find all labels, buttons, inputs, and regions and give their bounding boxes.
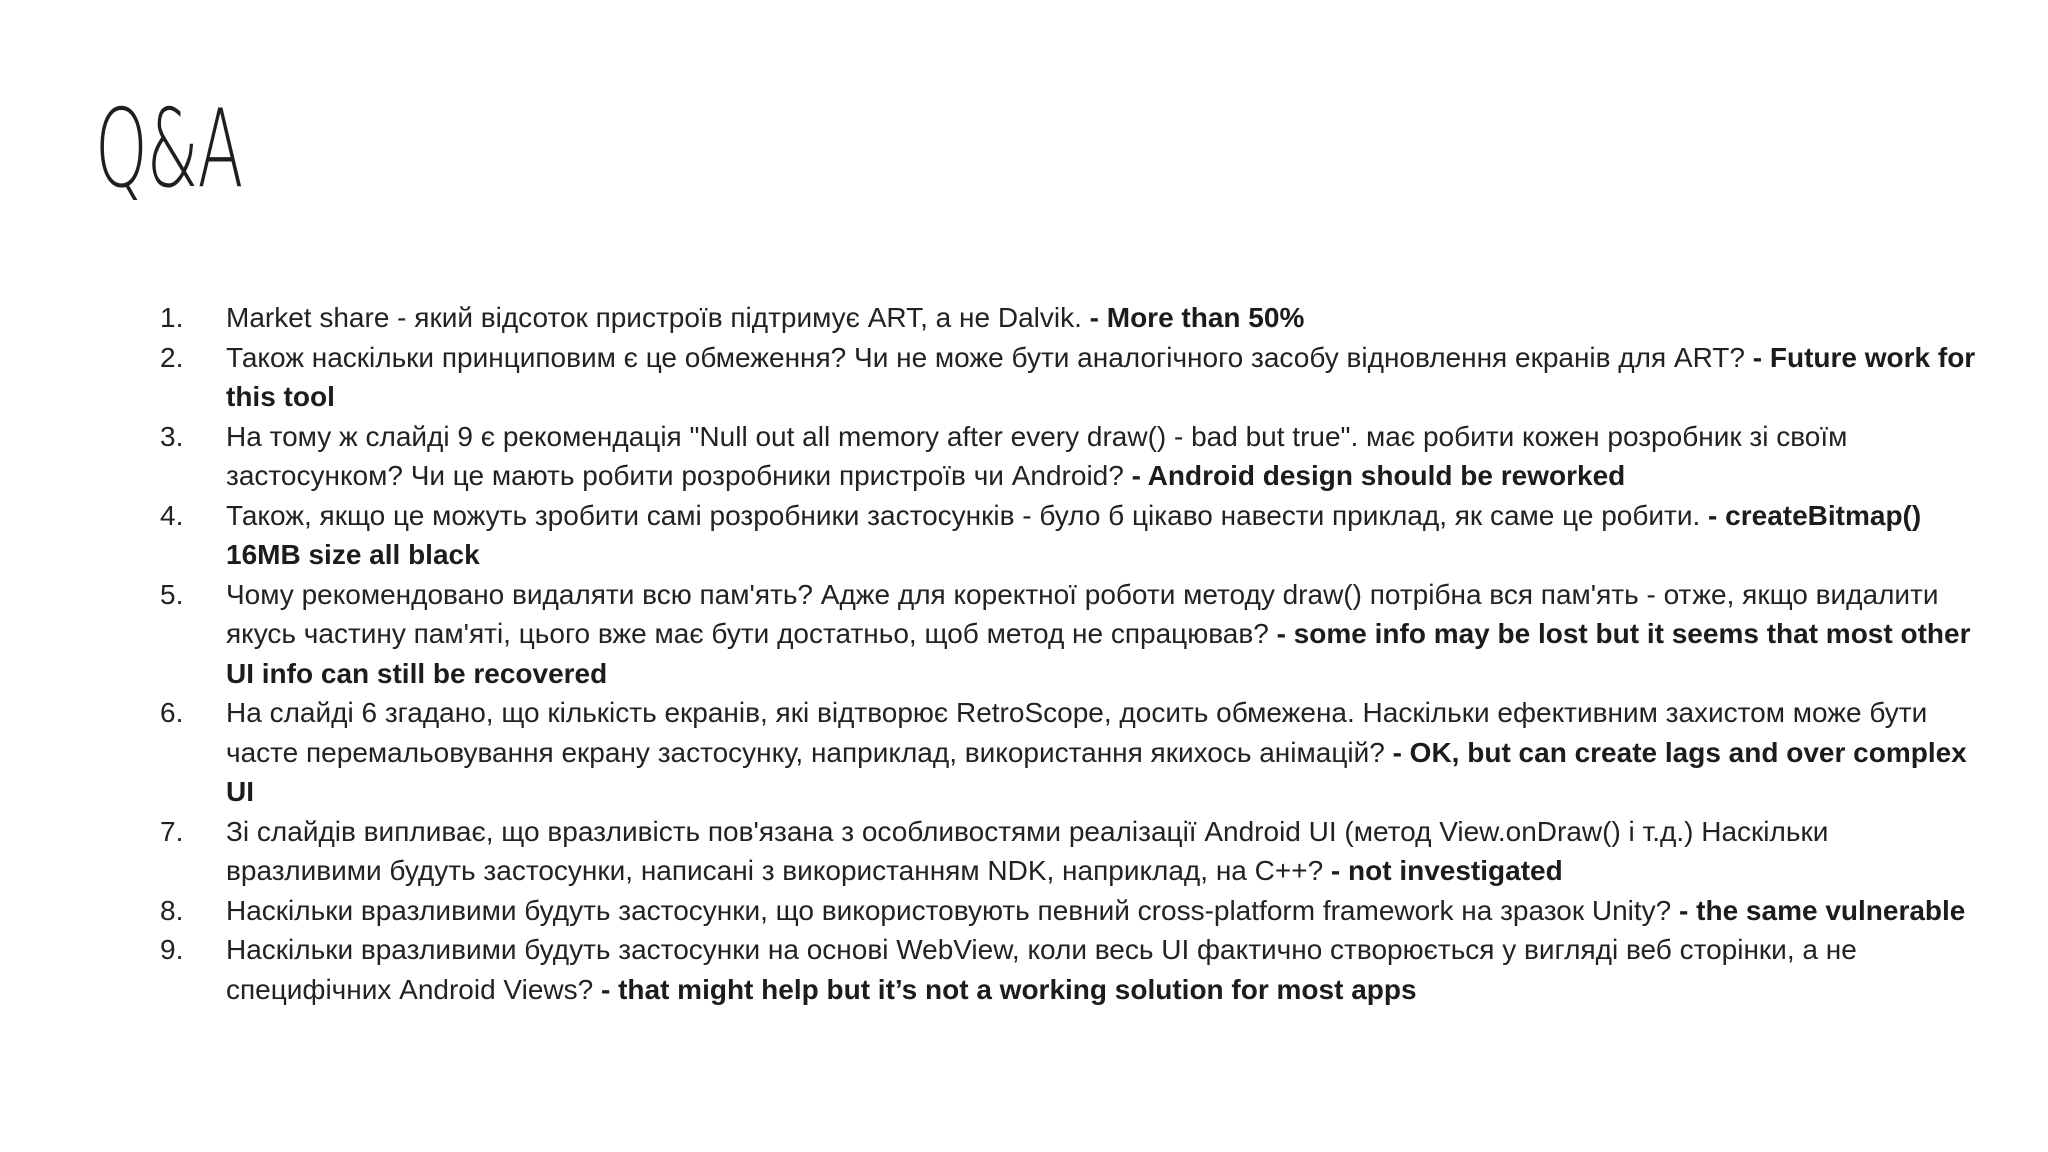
question-text: Чому рекомендовано видаляти всю пам'ять? Адже для коректної роботи методу draw() потрібна вся пам'ять - отже, якщо видалити якусь частину пам'яті, цього вже має бути достатньо, щоб метод не спрацював? — [226, 578, 1939, 649]
question-text: Наскільки вразливими будуть застосунки, що використовують певний cross-platform framework на зразок Unity? — [226, 894, 1680, 926]
item-number: 5. — [160, 578, 184, 610]
qa-item-8 — [160, 891, 1980, 931]
item-number: 1. — [160, 302, 184, 333]
answer-text: - createBitmap() 16MB size all black — [226, 499, 1922, 570]
item-number: 8. — [160, 894, 184, 926]
question-text: Зі слайдів випливає, що вразливість пов'язана з особливостями реалізації Android UI (метод View.onDraw() і т.д.) Наскільки вразливими будуть застосунки, написані з використанням NDK, наприклад, на C++? — [226, 815, 1829, 886]
slide-title: Q&A — [95, 87, 243, 212]
item-number: 7. — [160, 815, 184, 847]
answer-text: - some info may be lost but it seems that most other UI info can still be recovered — [226, 618, 1971, 689]
question-text: На тому ж слайді 9 є рекомендація "Null out all memory after every draw() - bad but true". має робити кожен розробник зі своїм застосунком? Чи це мають робити розробники пристроїв чи Android? — [226, 420, 1848, 491]
qa-item-3 — [160, 417, 1980, 496]
item-number: 9. — [160, 934, 184, 965]
item-number: 4. — [160, 499, 184, 531]
item-number: 6. — [160, 697, 184, 728]
qa-item-1 — [160, 298, 1980, 338]
question-text: Також, якщо це можуть зробити самі розробники застосунків - було б цікаво навести приклад, як саме це робити. — [226, 499, 1709, 531]
answer-text: - the same vulnerable — [1679, 894, 1966, 926]
answer-text: - that might help but it’s not a working solution for most apps — [600, 973, 1417, 1005]
question-text: На слайді 6 згадано, що кількість екранів, які відтворює RetroScope, досить обмежена. Наскільки ефективним захистом може бути часте перемальовування екрану застосунку, наприклад, використання якихось анімацій? — [226, 697, 1928, 768]
qa-item-2 — [160, 338, 1980, 417]
qa-item-9 — [160, 930, 1980, 1009]
question-text: Наскільки вразливими будуть застосунки на основі WebView, коли весь UI фактично створюється у вигляді веб сторінки, а не специфічних Android Views? — [226, 934, 1857, 1005]
question-text: Також наскільки принциповим є це обмеження? Чи не може бути аналогічного засобу відновлення екранів для ART? — [226, 341, 1753, 373]
qa-item-4 — [160, 496, 1980, 575]
item-number: 3. — [160, 420, 184, 452]
question-text: Market share - який відсоток пристроїв підтримує ART, а не Dalvik. — [226, 302, 1090, 333]
qa-list — [160, 298, 1980, 1009]
answer-text: - not investigated — [1330, 855, 1563, 886]
answer-text: - More than 50% — [1089, 302, 1305, 333]
answer-text: - Android design should be reworked — [1131, 460, 1626, 491]
qa-item-7 — [160, 812, 1980, 891]
item-number: 2. — [160, 341, 184, 373]
answer-text: - OK, but can create lags and over complex UI — [226, 736, 1967, 807]
qa-item-6 — [160, 693, 1980, 812]
qa-item-5 — [160, 575, 1980, 694]
answer-text: - Future work for this tool — [226, 341, 1976, 412]
